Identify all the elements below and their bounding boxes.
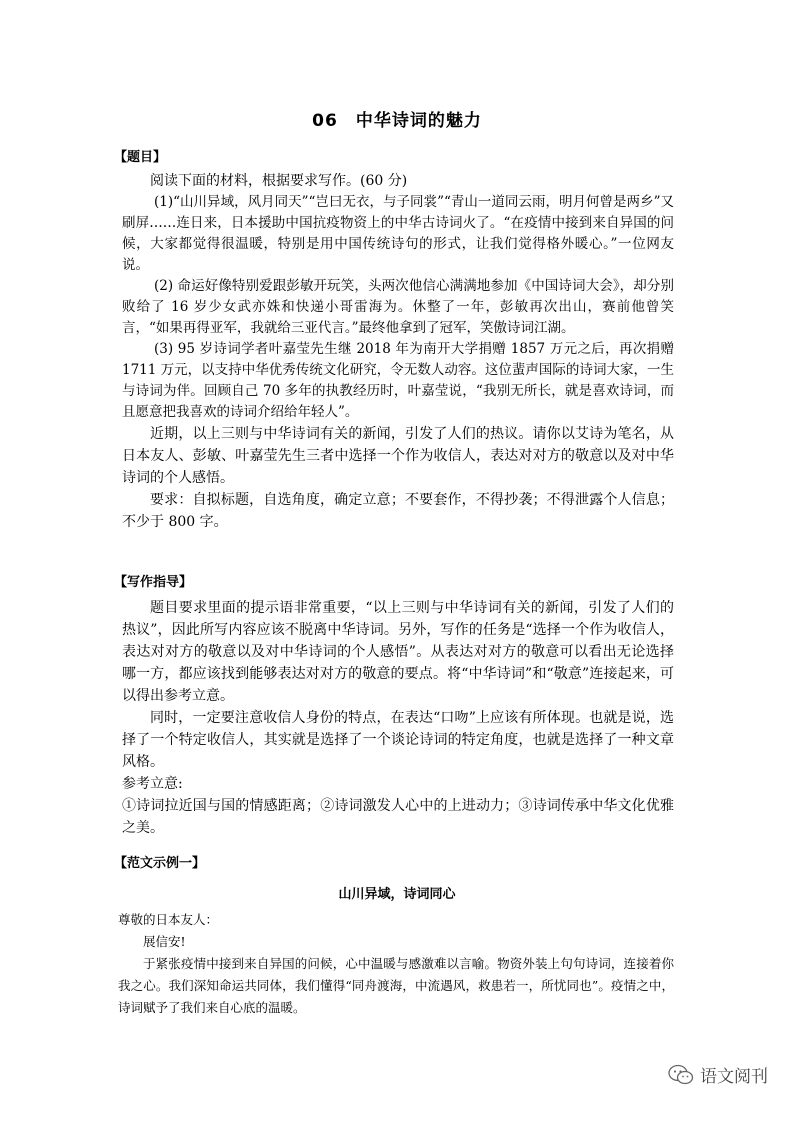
requirements: 要求：自拟标题，自选角度，确定立意；不要套作，不得抄袭；不得泄露个人信息；不少于 800 字。 <box>122 492 674 530</box>
essay-greeting: 尊敬的日本友人： <box>118 912 219 927</box>
guide-paragraph-1: 题目要求里面的提示语非常重要，“以上三则与中华诗词有关的新闻，引发了人们的热议”，因此所写内容应该不脱离中华诗词。另外，写作的任务是“选择一个作为收信人，表达对对方的敬意以及对中华诗词的个人感悟”。从表达对对方的敬意可以看出无论选择哪一方，都应该找到能够表达对对方的敬意的要点。将“中华诗词”和“敬意”连接起来，可以得出参考立意。 <box>122 600 674 704</box>
guide-section <box>122 597 674 839</box>
essay-title: 山川异域，诗词同心 <box>338 887 456 902</box>
essay-wish: 展信安! <box>143 934 186 949</box>
topic-section <box>122 170 674 533</box>
topic-instruction: 阅读下面的材料，根据要求写作。(60 分) <box>150 173 408 189</box>
task-description: 近期，以上三则与中华诗词有关的新闻，引发了人们的热议。请你以艾诗为笔名，从日本友人、彭敏、叶嘉莹先生三者中选择一个作为收信人，表达对对方的敬意以及对中华诗词的个人感悟。 <box>122 426 674 486</box>
watermark <box>668 1062 768 1087</box>
topic-section-label: 【题目】 <box>114 150 167 165</box>
sample-essay <box>118 909 674 1019</box>
essay-body: 于紧张疫情中接到来自异国的问候，心中温暖与感激难以言喻。物资外装上句句诗词，连接着你我之心。我们深知命运共同体，我们懂得“同舟渡海，中流遇风，救患若一，所忧同也”。疫情之中，诗词赋予了我们来自心底的温暖。 <box>118 956 674 1015</box>
page-title: 06 中华诗词的魅力 <box>312 111 482 131</box>
material-2: (2) 命运好像特别爱跟彭敏开玩笑，头两次他信心满满地参加《中国诗词大会》，却分别败给了 16 岁少女武亦姝和快递小哥雷海为。休整了一年，彭敏再次出山，赛前他曾笑言，“如果再得亚军，我就给三亚代言。”最终他拿到了冠军，笑傲诗词江湖。 <box>122 278 674 336</box>
material-1: (1)“山川异域，风月同天”“岂曰无衣，与子同裳”“青山一道同云雨，明月何曾是两乡”又刷屏……连日来，日本援助中国抗疫物资上的中华古诗词火了。“在疫情中接到来自异国的问候，大家都觉得很温暖，特别是用中国传统诗句的形式，让我们觉得格外暖心。”一位网友说。 <box>122 194 674 273</box>
wechat-icon <box>668 1064 694 1086</box>
reference-points: ①诗词拉近国与国的情感距离；②诗词激发人心中的上进动力；③诗词传承中华文化优雅之美。 <box>122 798 674 836</box>
guide-section-label: 【写作指导】 <box>114 575 193 590</box>
guide-paragraph-2: 同时，一定要注意收信人身份的特点，在表达“口吻”上应该有所体现。也就是说，选择了一个特定收信人，其实就是选择了一个谈论诗词的特定角度，也就是选择了一种文章风格。 <box>122 710 674 770</box>
sample-section-label: 【范文示例一】 <box>114 856 206 871</box>
material-3: (3) 95 岁诗词学者叶嘉莹先生继 2018 年为南开大学捐赠 1857 万元之后，再次捐赠 1711 万元，以支持中华优秀传统文化研究，令无数人动容。这位蜚声国际的诗词大家，一生与诗词为伴。回顾自己 70 多年的执教经历时，叶嘉莹说，“我别无所长，就是喜欢诗词，而且愿意把我喜欢的诗词介绍给年轻人”。 <box>122 341 674 420</box>
reference-label: 参考立意: <box>122 776 183 792</box>
watermark-text: 语文阅刊 <box>700 1067 768 1087</box>
